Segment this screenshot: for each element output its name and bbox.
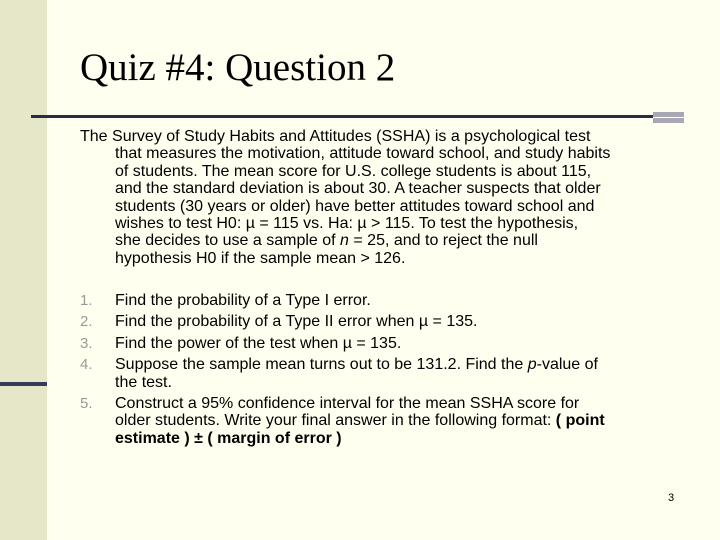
intro-text: she decides to use a sample of bbox=[115, 232, 341, 250]
list-item bbox=[80, 335, 690, 352]
p-value-variable: p bbox=[527, 356, 537, 374]
item-text: Find the power of the test when µ = 135. bbox=[115, 334, 402, 352]
item-text: the test. bbox=[115, 373, 172, 391]
slide-title: Quiz #4: Question 2 bbox=[80, 46, 396, 89]
list-item bbox=[80, 313, 690, 330]
item-number: 2. bbox=[80, 313, 93, 331]
list-item bbox=[80, 356, 690, 391]
intro-line: that measures the motivation, attitude toward school, and study habits bbox=[115, 145, 611, 163]
list-item bbox=[80, 292, 690, 309]
item-number: 5. bbox=[80, 395, 93, 413]
problem-statement bbox=[80, 128, 690, 267]
answer-format-part: ( point bbox=[555, 412, 605, 430]
title-divider-accent-top bbox=[653, 112, 684, 117]
intro-line: students (30 years or older) have better attitudes toward school and bbox=[115, 197, 595, 215]
intro-line: The Survey of Study Habits and Attitudes (SSHA) is a psychological test bbox=[80, 128, 591, 145]
intro-line bbox=[80, 232, 690, 249]
list-item bbox=[80, 395, 690, 447]
title-divider-accent-bottom bbox=[653, 118, 684, 123]
item-text: Construct a 95% confidence interval for the mean SSHA score for bbox=[115, 395, 580, 413]
left-decorative-bar bbox=[0, 0, 47, 540]
answer-format-part: estimate ) ± ( margin of error ) bbox=[115, 429, 342, 447]
item-text-part: -value of bbox=[536, 356, 598, 374]
page-number: 3 bbox=[668, 492, 675, 504]
left-bar-accent bbox=[0, 382, 47, 386]
intro-line: and the standard deviation is about 30. A teacher suspects that older bbox=[115, 180, 601, 198]
item-number: 1. bbox=[80, 292, 93, 309]
item-text: Find the probability of a Type II error when µ = 135. bbox=[115, 313, 478, 331]
intro-text: = 25, and to reject the null bbox=[348, 232, 538, 250]
item-number: 3. bbox=[80, 334, 93, 352]
item-text bbox=[115, 356, 690, 373]
intro-line: wishes to test H0: µ = 115 vs. Ha: µ > 115. To test the hypothesis, bbox=[115, 215, 579, 233]
item-text bbox=[115, 412, 690, 429]
item-number: 4. bbox=[80, 356, 93, 374]
item-text-part: Suppose the sample mean turns out to be 131.2. Find the bbox=[115, 356, 528, 374]
item-text-part: older students. Write your final answer in the following format: bbox=[115, 412, 556, 430]
sample-size-variable: n bbox=[340, 232, 349, 250]
item-text: Find the probability of a Type I error. bbox=[115, 292, 371, 309]
intro-line: hypothesis H0 if the sample mean > 126. bbox=[115, 249, 406, 267]
intro-line: of students. The mean score for U.S. college students is about 115, bbox=[115, 162, 592, 180]
question-list bbox=[80, 292, 690, 447]
title-divider bbox=[31, 115, 653, 118]
